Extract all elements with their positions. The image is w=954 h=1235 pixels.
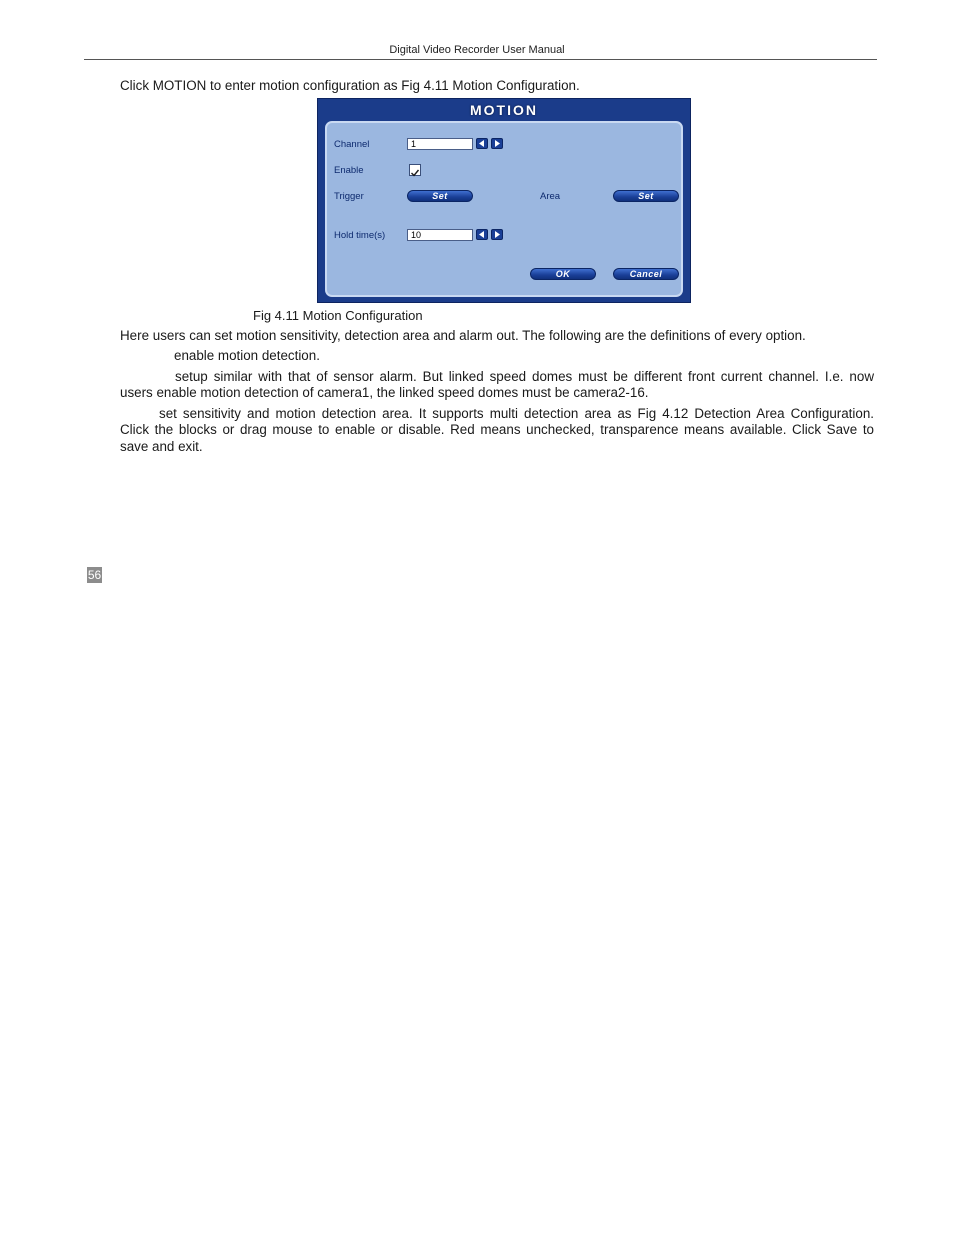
hold-time-next-button[interactable]: [491, 229, 503, 240]
enable-definition: enable motion detection.: [174, 348, 320, 363]
running-header: Digital Video Recorder User Manual: [389, 44, 565, 56]
motion-dialog: [317, 98, 691, 303]
channel-field[interactable]: 1: [407, 138, 473, 150]
arrow-right-icon: [492, 139, 502, 148]
area-definition-line2: Click the blocks or drag mouse to enable or disable. Red means unchecked, transparence means available. Click Save to: [120, 422, 874, 437]
arrow-left-icon: [477, 139, 487, 148]
hold-time-label: Hold time(s): [334, 230, 386, 241]
check-icon: [410, 168, 420, 178]
dialog-panel: [325, 121, 683, 297]
arrow-right-icon: [492, 230, 502, 239]
area-definition-line1: set sensitivity and motion detection area. It supports multi detection area as Fig 4.12 Detection Area Configuration.: [159, 406, 874, 421]
arrow-left-icon: [477, 230, 487, 239]
area-set-button[interactable]: Set: [613, 190, 679, 202]
trigger-label: Trigger: [334, 191, 364, 202]
intro-text: Click MOTION to enter motion configuration as Fig 4.11 Motion Configuration.: [120, 78, 580, 93]
dialog-title: MOTION: [470, 102, 538, 118]
hold-time-field[interactable]: 10: [407, 229, 473, 241]
channel-label: Channel: [334, 139, 370, 150]
trigger-definition-line2: users enable motion detection of camera1, the linked speed domes must be camera2-16.: [120, 385, 649, 400]
area-label: Area: [540, 191, 561, 202]
enable-label: Enable: [334, 165, 364, 176]
channel-prev-button[interactable]: [476, 138, 488, 149]
enable-checkbox[interactable]: [409, 164, 421, 176]
page-number: 56: [87, 568, 102, 582]
area-definition-line3: save and exit.: [120, 439, 203, 454]
trigger-set-button[interactable]: Set: [407, 190, 473, 202]
trigger-definition-line1: setup similar with that of sensor alarm. But linked speed domes must be different front current channel. I.e. now: [175, 369, 874, 384]
channel-next-button[interactable]: [491, 138, 503, 149]
ok-button[interactable]: OK: [530, 268, 596, 280]
header-rule: [84, 59, 877, 60]
hold-time-prev-button[interactable]: [476, 229, 488, 240]
cancel-button[interactable]: Cancel: [613, 268, 679, 280]
paragraph-intro: Here users can set motion sensitivity, detection area and alarm out. The following are the definitions of every option.: [120, 328, 806, 343]
figure-caption: Fig 4.11 Motion Configuration: [253, 308, 423, 323]
